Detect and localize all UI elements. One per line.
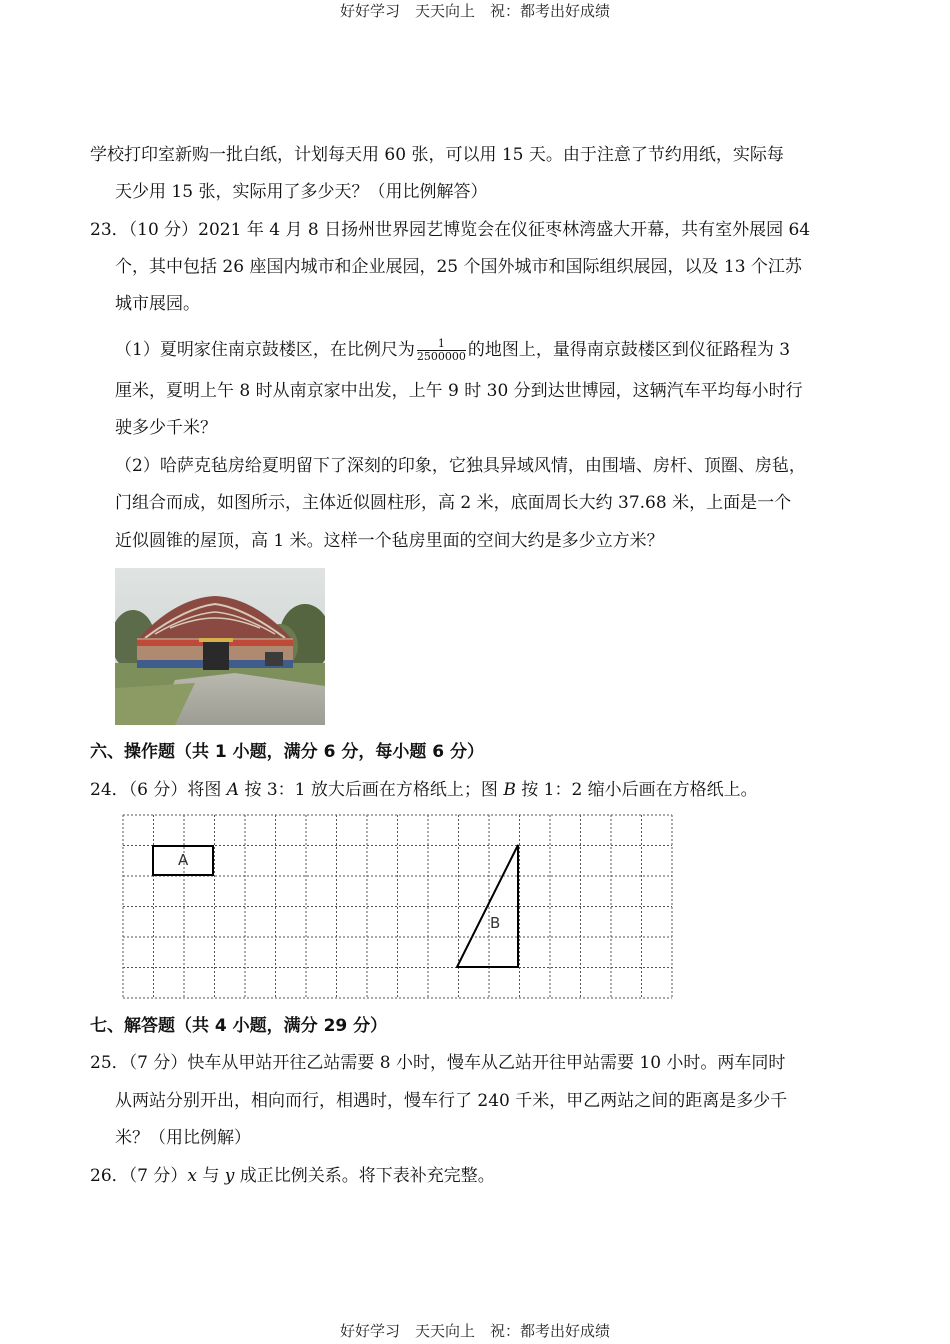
section6-title: 六、操作题（共 1 小题，满分 6 分，每小题 6 分） xyxy=(90,742,484,762)
q24-mid: 按 3：1 放大后画在方格纸上；图 xyxy=(244,780,498,800)
q22-line1: 学校打印室新购一批白纸，计划每天用 60 张，可以用 15 天。由于注意了节约用纸，实际每 xyxy=(90,145,784,165)
section7-title: 七、解答题（共 4 小题，满分 29 分） xyxy=(90,1016,388,1036)
page-header: 好好学习 天天向上 祝：都考出好成绩 xyxy=(339,2,610,20)
q25-line1: 25．（7 分）快车从甲站开往乙站需要 8 小时，慢车从乙站开往甲站需要 10 小时。两车同时 xyxy=(90,1053,786,1073)
q23-line2: 个，其中包括 26 座国内城市和企业展园，25 个国外城市和国际组织展园，以及 13 个江苏 xyxy=(115,257,802,277)
figure-b-label: B xyxy=(490,914,501,932)
q26-mid: 与 xyxy=(202,1166,220,1186)
q23-part1-line1 xyxy=(115,338,790,363)
page-footer: 好好学习 天天向上 祝：都考出好成绩 xyxy=(339,1322,610,1340)
q26-suffix: 成正比例关系。将下表补充完整。 xyxy=(239,1166,495,1186)
q22-line2: 天少用 15 张，实际用了多少天？（用比例解答） xyxy=(115,182,488,202)
grid-paper xyxy=(120,812,674,1002)
q26-text xyxy=(90,1164,495,1188)
q23-part1-post: 的地图上，量得南京鼓楼区到仪征路程为 3 xyxy=(467,340,791,360)
q23-part1-line2: 厘米，夏明上午 8 时从南京家中出发，上午 9 时 30 分到达世博园，这辆汽车平均每小时行 xyxy=(115,381,803,401)
q24-prefix: 24．（6 分）将图 xyxy=(90,780,222,800)
q25-line2: 从两站分别开出，相向而行，相遇时，慢车行了 240 千米，甲乙两站之间的距离是多少千 xyxy=(115,1091,788,1111)
grid-lines xyxy=(123,815,672,998)
fraction-numerator: 1 xyxy=(417,338,466,351)
figure-b-ref: B xyxy=(503,780,516,800)
q26-prefix: 26．（7 分） xyxy=(90,1166,188,1186)
q23-part1-pre: （1）夏明家住南京鼓楼区，在比例尺为 xyxy=(115,340,415,360)
q23-part2-line2: 门组合而成，如图所示，主体近似圆柱形，高 2 米，底面周长大约 37.68 米，上面是一个 xyxy=(115,493,792,513)
q23-part2-line1: （2）哈萨克毡房给夏明留下了深刻的印象，它独具异域风情，由围墙、房杆、顶圈、房毡， xyxy=(115,456,806,476)
var-y: y xyxy=(224,1166,235,1186)
q24-text xyxy=(90,778,758,802)
q23-part1-line3: 驶多少千米？ xyxy=(115,418,217,438)
q25-line3: 米？（用比例解） xyxy=(115,1128,251,1148)
figure-a-ref: A xyxy=(226,780,240,800)
q23-line3: 城市展园。 xyxy=(115,294,200,314)
q23-part2-line3: 近似圆锥的屋顶，高 1 米。这样一个毡房里面的空间大约是多少立方米？ xyxy=(115,531,664,551)
q24-suffix: 按 1：2 缩小后画在方格纸上。 xyxy=(521,780,758,800)
figure-a-label: A xyxy=(178,851,189,869)
q23-line1: 23．（10 分）2021 年 4 月 8 日扬州世界园艺博览会在仪征枣林湾盛大开幕，共有室外展园 64 xyxy=(90,220,811,240)
fraction-denominator: 2500000 xyxy=(416,350,466,363)
yurt-photo xyxy=(115,568,325,725)
var-x: x xyxy=(187,1166,197,1186)
scale-fraction xyxy=(417,338,466,363)
